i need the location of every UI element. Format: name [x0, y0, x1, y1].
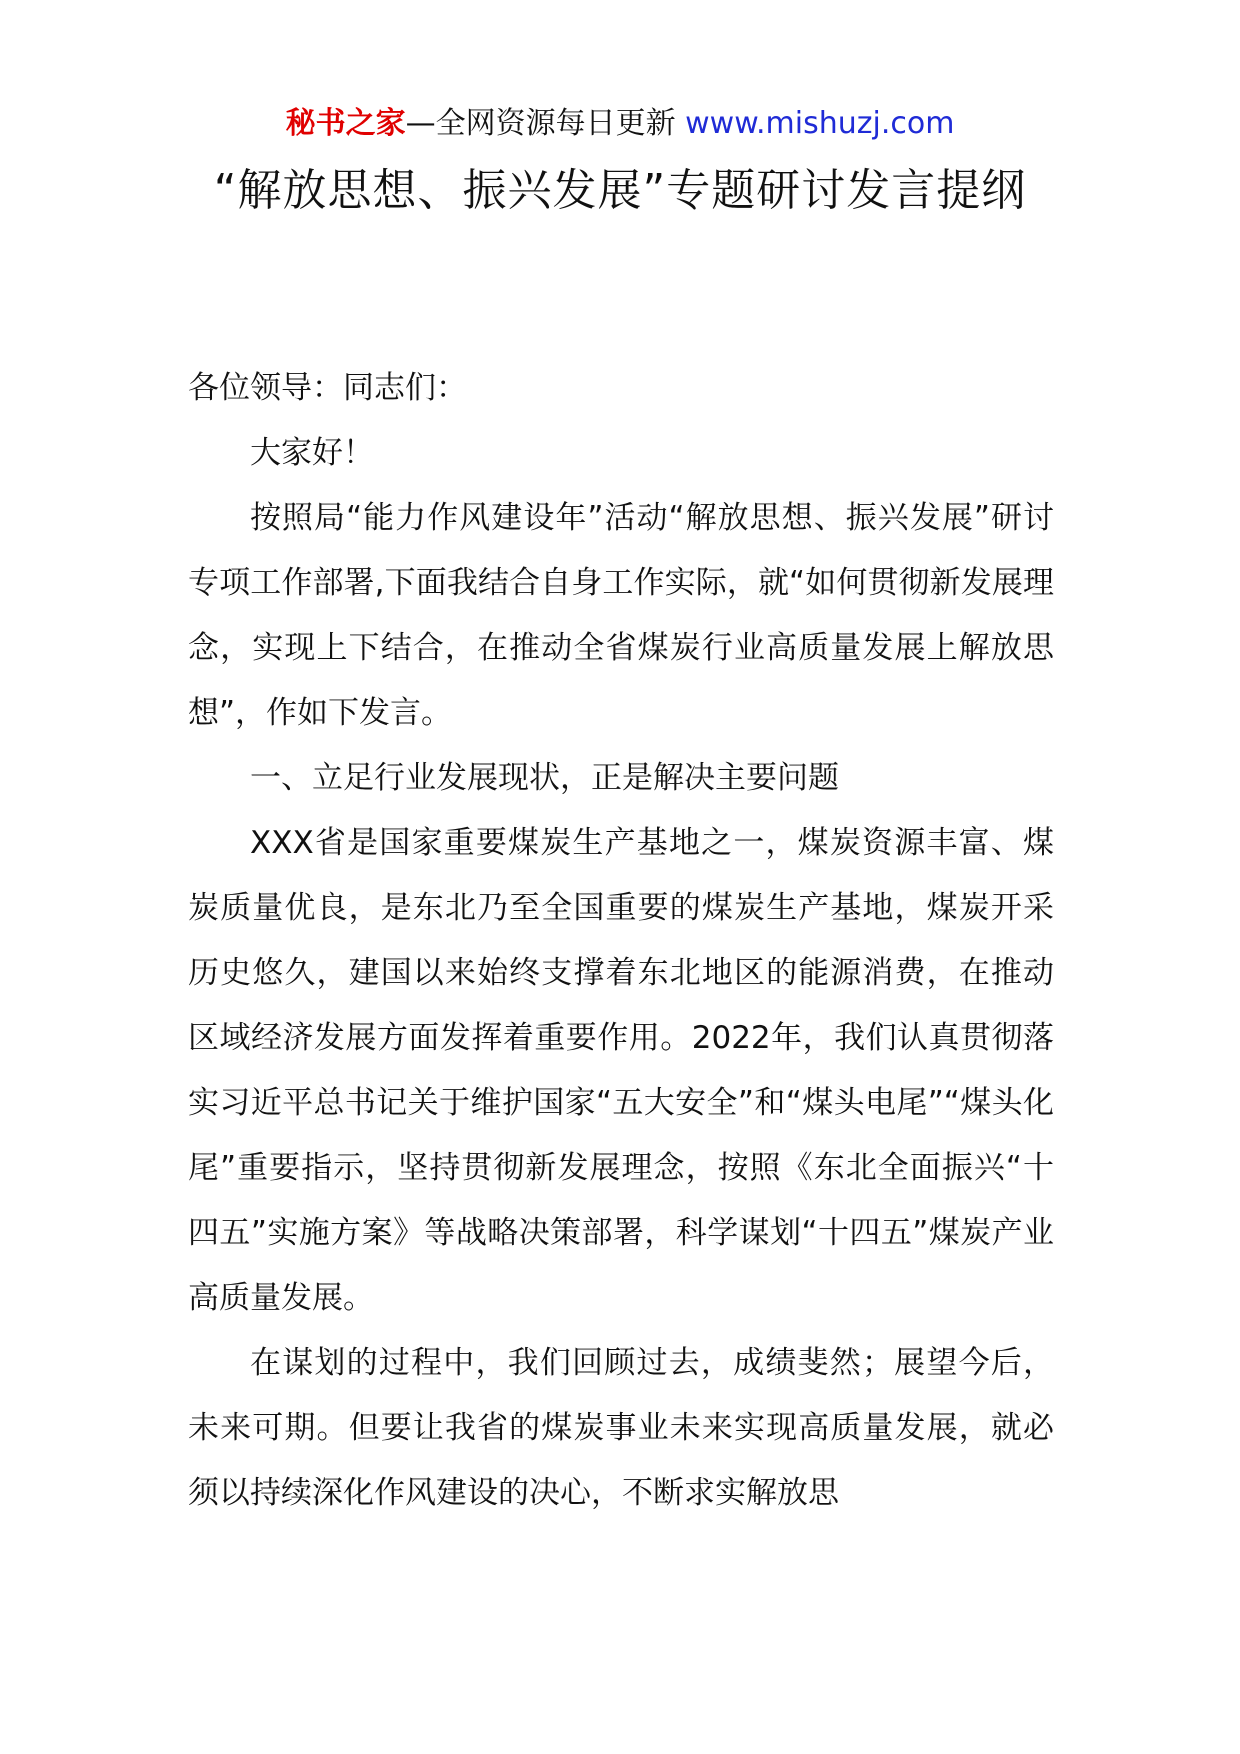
header-slogan: —全网资源每日更新: [405, 106, 686, 141]
document-title: “解放思想、振兴发展”专题研讨发言提纲: [213, 165, 1027, 216]
salutation: 各位领导：同志们：: [188, 370, 467, 406]
paragraph-greeting: 大家好！: [250, 435, 374, 471]
paragraph-body-2: 在谋划的过程中，我们回顾过去，成绩斐然；展望今后，未来可期。但要让我省的煤炭事业未来实现高质量发展，就必须以持续深化作风建设的决心，不断求实解放思: [188, 1345, 1054, 1511]
brand-name: 秘书之家: [285, 106, 406, 141]
paragraph-intro: 按照局“能力作风建设年”活动“解放思想、振兴发展”研讨专项工作部署,下面我结合自身工作实际，就“如何贯彻新发展理念，实现上下结合，在推动全省煤炭行业高质量发展上解放思想”，作如下发言。: [188, 500, 1054, 731]
document-body: [188, 356, 1054, 1526]
watermark-header: [0, 102, 1240, 146]
paragraph-body-1: XXX省是国家重要煤炭生产基地之一，煤炭资源丰富、煤炭质量优良，是东北乃至全国重要的煤炭生产基地，煤炭开采历史悠久，建国以来始终支撑着东北地区的能源消费，在推动区域经济发展方面发挥着重要作用。2022年，我们认真贯彻落实习近平总书记关于维护国家“五大安全”和“煤头电尾”“煤头化尾”重要指示，坚持贯彻新发展理念，按照《东北全面振兴“十四五”实施方案》等战略决策部署，科学谋划“十四五”煤炭产业高质量发展。: [188, 825, 1054, 1316]
section-heading-1: 一、立足行业发展现状，正是解决主要问题: [250, 760, 839, 796]
site-url-link[interactable]: www.mishuzj.com: [685, 106, 955, 141]
